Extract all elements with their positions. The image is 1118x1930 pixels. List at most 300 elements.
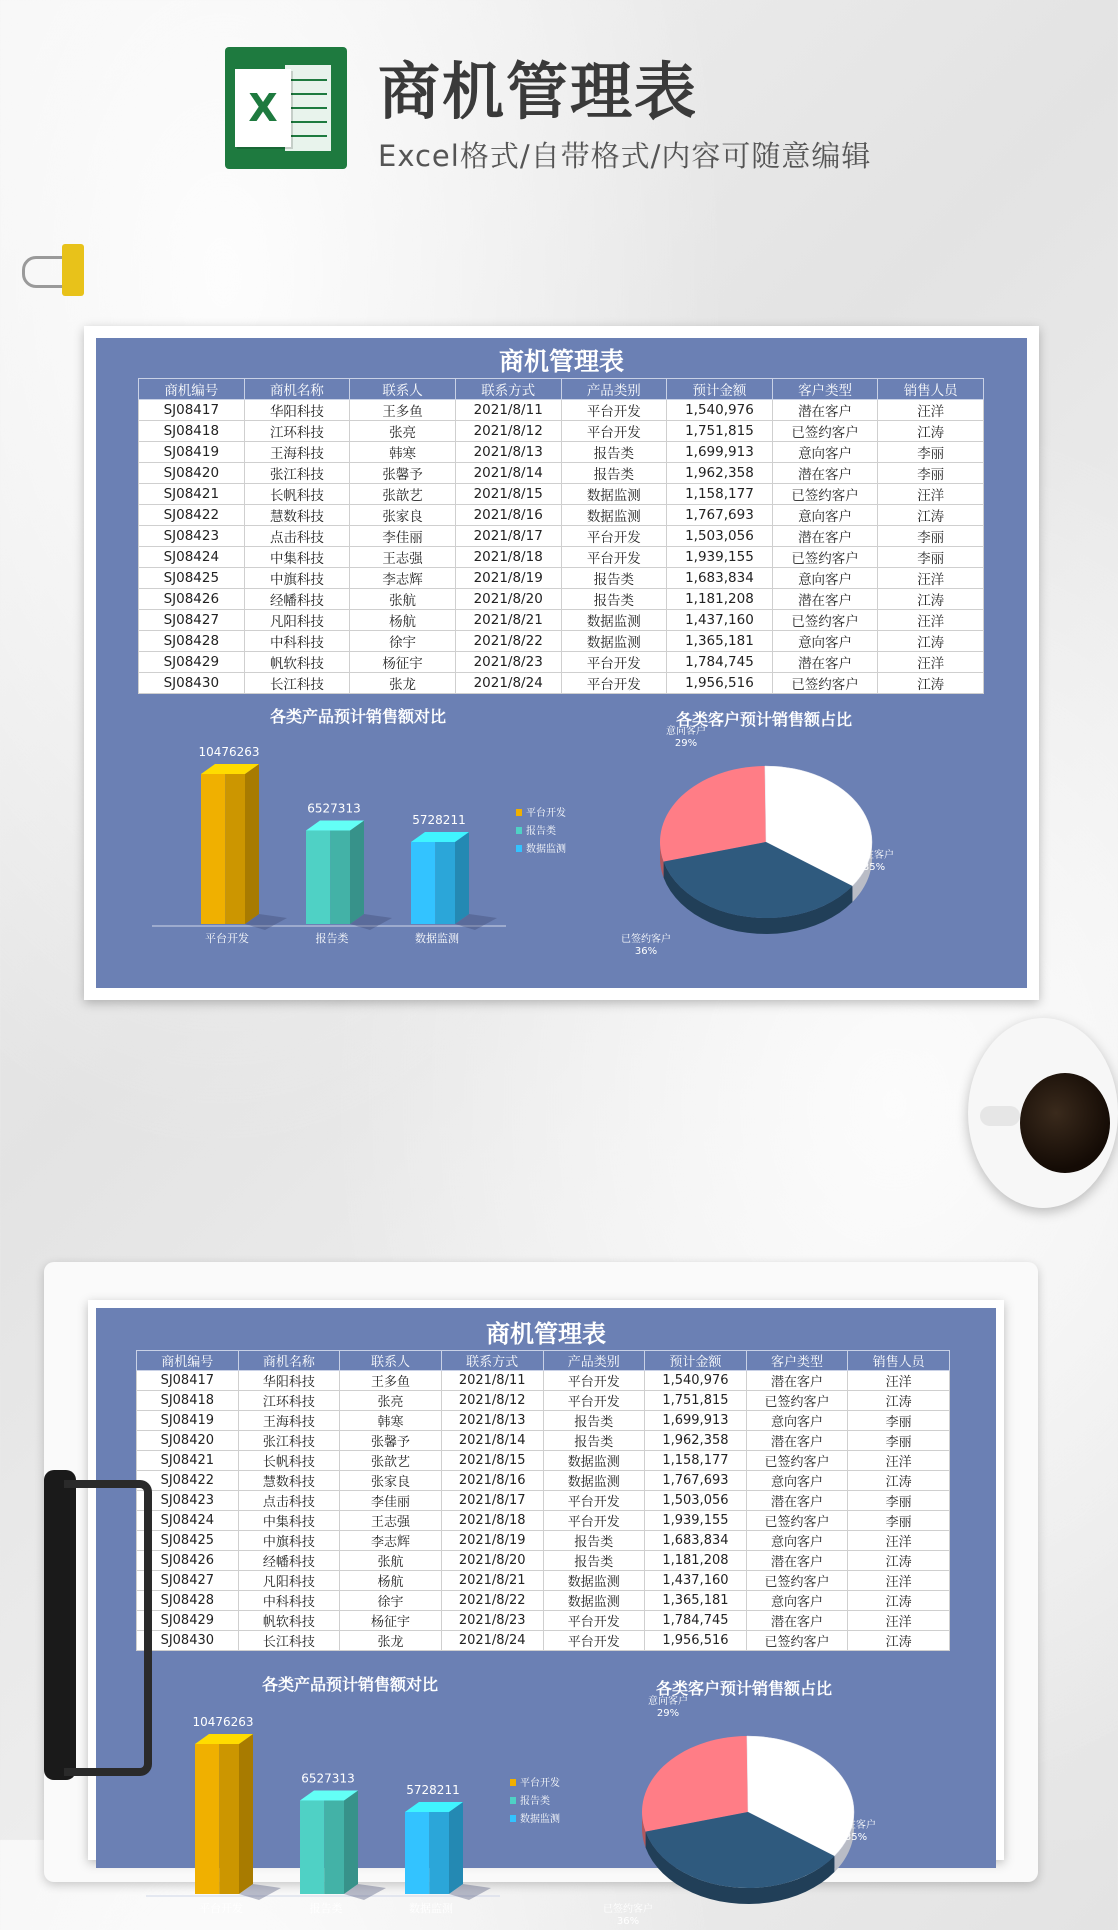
table-cell[interactable]: 平台开发 [543, 1611, 645, 1631]
table-cell[interactable]: SJ08428 [137, 1591, 239, 1611]
table-cell[interactable]: 已签约客户 [772, 547, 878, 568]
table-cell[interactable]: SJ08426 [139, 589, 245, 610]
table-cell[interactable]: SJ08420 [139, 463, 245, 484]
table-cell[interactable]: 2021/8/12 [455, 421, 561, 442]
table-cell[interactable]: 汪洋 [878, 484, 984, 505]
table-cell[interactable]: 2021/8/12 [441, 1391, 543, 1411]
table-cell[interactable]: 1,699,913 [645, 1411, 747, 1431]
table-cell[interactable]: 1,683,834 [645, 1531, 747, 1551]
column-header: 联系方式 [455, 379, 561, 400]
table-cell[interactable]: 1,939,155 [645, 1511, 747, 1531]
sheet-panel-top [96, 338, 1027, 988]
column-header: 商机编号 [137, 1351, 239, 1371]
table-cell[interactable]: 平台开发 [543, 1391, 645, 1411]
table-cell[interactable]: 意向客户 [772, 505, 878, 526]
table-cell[interactable]: 韩寒 [350, 442, 456, 463]
table-cell[interactable]: 2021/8/15 [441, 1451, 543, 1471]
table-cell[interactable]: 王海科技 [238, 1411, 340, 1431]
table-cell[interactable]: SJ08426 [137, 1551, 239, 1571]
table-cell[interactable]: 1,540,976 [667, 400, 773, 421]
table-cell[interactable]: 汪洋 [848, 1611, 950, 1631]
table-cell[interactable]: 2021/8/20 [441, 1551, 543, 1571]
table-cell[interactable]: 2021/8/13 [455, 442, 561, 463]
table-cell[interactable]: 江环科技 [238, 1391, 340, 1411]
table-cell[interactable]: 李丽 [878, 526, 984, 547]
table-cell[interactable]: 汪洋 [848, 1451, 950, 1471]
bar-category-label: 数据监测 [409, 1902, 453, 1915]
table-cell[interactable]: 2021/8/17 [441, 1491, 543, 1511]
sheet-preview-top [84, 326, 1039, 1000]
pie-percent-label: 29% [674, 738, 698, 749]
table-cell[interactable]: 2021/8/22 [455, 631, 561, 652]
table-cell[interactable]: SJ08430 [139, 673, 245, 694]
table-cell[interactable]: SJ08418 [139, 421, 245, 442]
table-row [137, 1371, 950, 1391]
table-cell[interactable]: 张江科技 [238, 1431, 340, 1451]
table-cell[interactable]: 潜在客户 [746, 1611, 848, 1631]
table-cell[interactable]: 平台开发 [561, 547, 667, 568]
table-cell[interactable]: 慧数科技 [244, 505, 350, 526]
table-cell[interactable]: 江涛 [848, 1591, 950, 1611]
table-cell[interactable]: 数据监测 [543, 1571, 645, 1591]
table-cell[interactable]: SJ08420 [137, 1431, 239, 1451]
table-cell[interactable]: 2021/8/23 [455, 652, 561, 673]
bar-front-right [330, 831, 350, 924]
table-cell[interactable]: 已签约客户 [746, 1511, 848, 1531]
bar-category-label: 报告类 [309, 1902, 343, 1915]
table-cell[interactable]: 平台开发 [543, 1491, 645, 1511]
table-cell[interactable]: SJ08421 [137, 1451, 239, 1471]
table-cell[interactable]: 2021/8/13 [441, 1411, 543, 1431]
table-cell[interactable]: SJ08429 [137, 1611, 239, 1631]
table-cell[interactable]: 2021/8/11 [441, 1371, 543, 1391]
table-cell[interactable]: 2021/8/20 [455, 589, 561, 610]
table-cell[interactable]: 2021/8/24 [455, 673, 561, 694]
legend-swatch [510, 1815, 516, 1822]
table-header-row [137, 1351, 950, 1371]
table-cell[interactable]: 张亮 [340, 1391, 442, 1411]
pie-percent-label: 35% [844, 1832, 868, 1843]
table-cell[interactable]: 潜在客户 [746, 1371, 848, 1391]
table-cell[interactable]: SJ08427 [139, 610, 245, 631]
table-cell[interactable]: 1,962,358 [667, 463, 773, 484]
table-cell[interactable]: 中集科技 [238, 1511, 340, 1531]
table-row [139, 610, 984, 631]
table-cell[interactable]: 李佳丽 [350, 526, 456, 547]
table-cell[interactable]: 平台开发 [561, 652, 667, 673]
bar-category-label: 数据监测 [415, 932, 459, 945]
table-cell[interactable]: 数据监测 [561, 505, 667, 526]
table-cell[interactable]: 2021/8/16 [441, 1471, 543, 1491]
page-title: 商机管理表 [378, 55, 699, 128]
table-cell[interactable]: 李佳丽 [340, 1491, 442, 1511]
table-cell[interactable]: 帆软科技 [244, 652, 350, 673]
table-cell[interactable]: 长江科技 [238, 1631, 340, 1651]
table-cell[interactable]: 张航 [340, 1551, 442, 1571]
table-cell[interactable]: 中集科技 [244, 547, 350, 568]
table-row [137, 1631, 950, 1651]
opportunity-table-top [138, 378, 984, 694]
table-cell[interactable]: 徐宇 [340, 1591, 442, 1611]
bar-chart-top [146, 734, 566, 958]
table-cell[interactable]: 李丽 [878, 463, 984, 484]
table-cell[interactable]: SJ08422 [139, 505, 245, 526]
excel-x-letter: X [235, 69, 291, 147]
table-cell[interactable]: 数据监测 [543, 1591, 645, 1611]
table-cell[interactable]: 汪洋 [878, 400, 984, 421]
table-cell[interactable]: SJ08428 [139, 631, 245, 652]
legend-label: 数据监测 [520, 1814, 560, 1825]
table-cell[interactable]: SJ08425 [137, 1531, 239, 1551]
table-cell[interactable]: 平台开发 [561, 526, 667, 547]
bar-chart-bottom [140, 1704, 560, 1928]
table-cell[interactable]: 数据监测 [543, 1451, 645, 1471]
table-cell[interactable]: 1,158,177 [645, 1451, 747, 1471]
table-cell[interactable]: 李丽 [878, 442, 984, 463]
table-cell[interactable]: SJ08429 [139, 652, 245, 673]
table-cell[interactable]: 潜在客户 [772, 463, 878, 484]
table-cell[interactable]: 2021/8/21 [441, 1571, 543, 1591]
column-header: 联系方式 [441, 1351, 543, 1371]
table-cell[interactable]: 已签约客户 [746, 1631, 848, 1651]
legend-swatch [510, 1797, 516, 1804]
table-cell[interactable]: 意向客户 [772, 442, 878, 463]
bar-value-label: 5728211 [412, 812, 466, 827]
table-cell[interactable]: SJ08417 [139, 400, 245, 421]
legend-swatch [516, 809, 522, 816]
table-row [137, 1511, 950, 1531]
table-row [139, 631, 984, 652]
table-cell[interactable]: 王海科技 [244, 442, 350, 463]
excel-logo-icon [225, 47, 347, 169]
table-cell[interactable]: SJ08424 [139, 547, 245, 568]
table-row [137, 1591, 950, 1611]
table-cell[interactable]: 中旗科技 [244, 568, 350, 589]
table-cell[interactable]: 点击科技 [238, 1491, 340, 1511]
table-cell[interactable]: 王多鱼 [340, 1371, 442, 1391]
table-row [137, 1551, 950, 1571]
table-cell[interactable]: 王多鱼 [350, 400, 456, 421]
page-subtitle: Excel格式/自带格式/内容可随意编辑 [378, 139, 872, 173]
pie-chart-title-bottom: 各类客户预计销售额占比 [656, 1679, 833, 1698]
table-cell[interactable]: 1,767,693 [667, 505, 773, 526]
bar-front-right [225, 774, 245, 924]
column-header: 销售人员 [878, 379, 984, 400]
table-cell[interactable]: SJ08419 [139, 442, 245, 463]
table-cell[interactable]: 报告类 [543, 1551, 645, 1571]
clipboard-clamp-icon [44, 1470, 150, 1780]
table-cell[interactable]: 意向客户 [746, 1591, 848, 1611]
table-cell[interactable]: 潜在客户 [772, 526, 878, 547]
table-row [139, 505, 984, 526]
table-cell[interactable]: 1,503,056 [645, 1491, 747, 1511]
table-cell[interactable]: 报告类 [543, 1431, 645, 1451]
table-cell[interactable]: 1,683,834 [667, 568, 773, 589]
column-header: 预计金额 [645, 1351, 747, 1371]
table-cell[interactable]: SJ08427 [137, 1571, 239, 1591]
opportunity-table-bottom [136, 1350, 950, 1651]
table-cell[interactable]: 已签约客户 [772, 484, 878, 505]
table-cell[interactable]: 汪洋 [878, 568, 984, 589]
bar-front-right [435, 842, 455, 924]
table-cell[interactable]: SJ08422 [137, 1471, 239, 1491]
table-cell[interactable]: 汪洋 [878, 652, 984, 673]
table-cell[interactable]: 潜在客户 [772, 652, 878, 673]
table-cell[interactable]: 数据监测 [561, 610, 667, 631]
table-cell[interactable]: 韩寒 [340, 1411, 442, 1431]
table-cell[interactable]: 1,181,208 [667, 589, 773, 610]
table-cell[interactable]: 王志强 [340, 1511, 442, 1531]
table-cell[interactable]: 李丽 [848, 1511, 950, 1531]
table-row [137, 1451, 950, 1471]
table-cell[interactable]: 张亮 [350, 421, 456, 442]
bar-value-label: 5728211 [406, 1782, 460, 1797]
table-cell[interactable]: 张歆艺 [350, 484, 456, 505]
legend-label: 平台开发 [520, 1778, 560, 1789]
sheet-title-bottom: 商机管理表 [486, 1320, 606, 1348]
bar-value-label: 6527313 [307, 801, 361, 816]
table-cell[interactable]: 1,503,056 [667, 526, 773, 547]
table-cell[interactable]: 1,784,745 [645, 1611, 747, 1631]
table-cell[interactable]: 江涛 [878, 673, 984, 694]
table-cell[interactable]: 王志强 [350, 547, 456, 568]
table-cell[interactable]: 江涛 [848, 1631, 950, 1651]
table-cell[interactable]: 1,962,358 [645, 1431, 747, 1451]
table-cell[interactable]: 2021/8/21 [455, 610, 561, 631]
table-cell[interactable]: SJ08421 [139, 484, 245, 505]
table-cell[interactable]: 潜在客户 [746, 1431, 848, 1451]
table-cell[interactable]: 汪洋 [848, 1571, 950, 1591]
table-cell[interactable]: 1,365,181 [645, 1591, 747, 1611]
column-header: 产品类别 [543, 1351, 645, 1371]
table-row [139, 568, 984, 589]
table-cell[interactable]: SJ08430 [137, 1631, 239, 1651]
table-cell[interactable]: 意向客户 [772, 631, 878, 652]
table-cell[interactable]: 意向客户 [746, 1411, 848, 1431]
bar-front-left [405, 1812, 429, 1894]
table-cell[interactable]: 1,751,815 [667, 421, 773, 442]
table-cell[interactable]: 汪洋 [848, 1531, 950, 1551]
table-cell[interactable]: SJ08423 [137, 1491, 239, 1511]
table-cell[interactable]: 2021/8/14 [441, 1431, 543, 1451]
table-cell[interactable]: 报告类 [543, 1411, 645, 1431]
table-cell[interactable]: 意向客户 [746, 1531, 848, 1551]
table-cell[interactable]: 1,784,745 [667, 652, 773, 673]
bar-front-left [300, 1801, 324, 1894]
table-cell[interactable]: 凡阳科技 [244, 610, 350, 631]
table-cell[interactable]: 2021/8/15 [455, 484, 561, 505]
table-row [139, 421, 984, 442]
table-cell[interactable]: 已签约客户 [772, 673, 878, 694]
table-cell[interactable]: 1,540,976 [645, 1371, 747, 1391]
table-cell[interactable]: 平台开发 [561, 400, 667, 421]
table-cell[interactable]: SJ08423 [139, 526, 245, 547]
table-cell[interactable]: 已签约客户 [746, 1451, 848, 1471]
table-cell[interactable]: 数据监测 [561, 484, 667, 505]
pie-chart-top [621, 726, 986, 960]
table-cell[interactable]: 平台开发 [543, 1371, 645, 1391]
table-row [137, 1431, 950, 1451]
table-cell[interactable]: 张龙 [340, 1631, 442, 1651]
table-cell[interactable]: 1,956,516 [645, 1631, 747, 1651]
table-cell[interactable]: 汪洋 [848, 1371, 950, 1391]
table-cell[interactable]: 李丽 [848, 1491, 950, 1511]
bar-side [245, 764, 259, 924]
bar-value-label: 10476263 [192, 1715, 254, 1729]
table-cell[interactable]: 潜在客户 [746, 1491, 848, 1511]
table-cell[interactable]: 杨征宇 [340, 1611, 442, 1631]
table-cell[interactable]: SJ08424 [137, 1511, 239, 1531]
table-cell[interactable]: 张航 [350, 589, 456, 610]
table-cell[interactable]: 张龙 [350, 673, 456, 694]
table-cell[interactable]: 点击科技 [244, 526, 350, 547]
table-row [139, 589, 984, 610]
table-cell[interactable]: 2021/8/11 [455, 400, 561, 421]
column-header: 预计金额 [667, 379, 773, 400]
bar-side [449, 1802, 463, 1894]
table-cell[interactable]: 徐宇 [350, 631, 456, 652]
table-cell[interactable]: 平台开发 [543, 1511, 645, 1531]
table-cell[interactable]: 李丽 [878, 547, 984, 568]
table-cell[interactable]: 报告类 [561, 442, 667, 463]
table-cell[interactable]: 1,939,155 [667, 547, 773, 568]
table-cell[interactable]: 杨航 [340, 1571, 442, 1591]
table-cell[interactable]: 张馨予 [350, 463, 456, 484]
pie-category-label: 意向客户 [648, 1696, 688, 1707]
table-cell[interactable]: 2021/8/16 [455, 505, 561, 526]
table-cell[interactable]: 已签约客户 [746, 1571, 848, 1591]
table-cell[interactable]: 长帆科技 [244, 484, 350, 505]
table-cell[interactable]: 江涛 [848, 1391, 950, 1411]
table-cell[interactable]: 长帆科技 [238, 1451, 340, 1471]
table-row [139, 547, 984, 568]
table-cell[interactable]: 报告类 [543, 1531, 645, 1551]
bar-chart-title-bottom: 各类产品预计销售额对比 [262, 1675, 439, 1694]
table-cell[interactable]: 李丽 [848, 1431, 950, 1451]
pie-category-label: 已签约客户 [603, 1904, 653, 1915]
table-cell[interactable]: 2021/8/14 [455, 463, 561, 484]
table-cell[interactable]: 2021/8/18 [441, 1511, 543, 1531]
bar-front-right [429, 1812, 449, 1894]
table-cell[interactable]: 潜在客户 [772, 589, 878, 610]
table-cell[interactable]: 李志辉 [350, 568, 456, 589]
table-cell[interactable]: 报告类 [561, 463, 667, 484]
table-cell[interactable]: 1,181,208 [645, 1551, 747, 1571]
table-cell[interactable]: 平台开发 [543, 1631, 645, 1651]
table-cell[interactable]: 凡阳科技 [238, 1571, 340, 1591]
bar-category-label: 平台开发 [199, 1902, 243, 1915]
legend-swatch [516, 827, 522, 834]
table-cell[interactable]: 张家良 [350, 505, 456, 526]
table-cell[interactable]: SJ08418 [137, 1391, 239, 1411]
legend-label: 数据监测 [526, 844, 566, 855]
table-cell[interactable]: 平台开发 [561, 673, 667, 694]
legend-label: 报告类 [520, 1796, 550, 1807]
table-cell[interactable]: 平台开发 [561, 421, 667, 442]
table-cell[interactable]: 2021/8/17 [455, 526, 561, 547]
table-cell[interactable]: 张馨予 [340, 1431, 442, 1451]
table-cell[interactable]: 杨航 [350, 610, 456, 631]
table-cell[interactable]: 1,365,181 [667, 631, 773, 652]
table-cell[interactable]: 慧数科技 [238, 1471, 340, 1491]
table-cell[interactable]: 意向客户 [772, 568, 878, 589]
table-cell[interactable]: 1,437,160 [667, 610, 773, 631]
table-cell[interactable]: 张歆艺 [340, 1451, 442, 1471]
sheet-panel-bottom [96, 1308, 996, 1927]
bar-front-left [201, 774, 225, 924]
table-cell[interactable]: 汪洋 [878, 610, 984, 631]
column-header: 销售人员 [848, 1351, 950, 1371]
table-cell[interactable]: 江涛 [878, 421, 984, 442]
table-cell[interactable]: SJ08417 [137, 1371, 239, 1391]
table-cell[interactable]: 江涛 [878, 631, 984, 652]
table-cell[interactable]: 中科科技 [244, 631, 350, 652]
table-cell[interactable]: 2021/8/19 [441, 1531, 543, 1551]
table-row [139, 652, 984, 673]
table-cell[interactable]: 潜在客户 [772, 400, 878, 421]
table-cell[interactable]: 经幡科技 [238, 1551, 340, 1571]
table-cell[interactable]: 意向客户 [746, 1471, 848, 1491]
table-cell[interactable]: 潜在客户 [746, 1551, 848, 1571]
table-cell[interactable]: 李志辉 [340, 1531, 442, 1551]
bar-side [350, 821, 364, 924]
column-header: 联系人 [350, 379, 456, 400]
table-cell[interactable]: 1,767,693 [645, 1471, 747, 1491]
table-cell[interactable]: 长江科技 [244, 673, 350, 694]
bar-category-label: 平台开发 [205, 932, 249, 945]
table-cell[interactable]: 张江科技 [244, 463, 350, 484]
table-cell[interactable]: 李丽 [848, 1411, 950, 1431]
table-cell[interactable]: 报告类 [561, 589, 667, 610]
table-cell[interactable]: 1,699,913 [667, 442, 773, 463]
table-cell[interactable]: 2021/8/22 [441, 1591, 543, 1611]
table-cell[interactable]: 已签约客户 [746, 1391, 848, 1411]
table-cell[interactable]: 华阳科技 [244, 400, 350, 421]
table-cell[interactable]: 数据监测 [561, 631, 667, 652]
table-cell[interactable]: 2021/8/19 [455, 568, 561, 589]
table-cell[interactable]: 帆软科技 [238, 1611, 340, 1631]
table-cell[interactable]: 华阳科技 [238, 1371, 340, 1391]
table-cell[interactable]: 中旗科技 [238, 1531, 340, 1551]
table-cell[interactable]: 2021/8/18 [455, 547, 561, 568]
table-cell[interactable]: 已签约客户 [772, 421, 878, 442]
table-cell[interactable]: 江涛 [878, 589, 984, 610]
table-cell[interactable]: 江环科技 [244, 421, 350, 442]
bar-front-right [219, 1744, 239, 1894]
table-cell[interactable]: 1,751,815 [645, 1391, 747, 1411]
table-cell[interactable]: 1,158,177 [667, 484, 773, 505]
table-cell[interactable]: 数据监测 [543, 1471, 645, 1491]
table-cell[interactable]: 中科科技 [238, 1591, 340, 1611]
table-row [139, 484, 984, 505]
table-cell[interactable]: 1,956,516 [667, 673, 773, 694]
table-cell[interactable]: 江涛 [878, 505, 984, 526]
table-row [139, 463, 984, 484]
table-cell[interactable]: 张家良 [340, 1471, 442, 1491]
table-cell[interactable]: 1,437,160 [645, 1571, 747, 1591]
bar-chart-title-top: 各类产品预计销售额对比 [270, 707, 447, 726]
table-cell[interactable]: 江涛 [848, 1471, 950, 1491]
table-cell[interactable]: 经幡科技 [244, 589, 350, 610]
table-cell[interactable]: SJ08419 [137, 1411, 239, 1431]
table-cell[interactable]: 杨征宇 [350, 652, 456, 673]
table-cell[interactable]: 2021/8/23 [441, 1611, 543, 1631]
table-cell[interactable]: 2021/8/24 [441, 1631, 543, 1651]
table-cell[interactable]: 江涛 [848, 1551, 950, 1571]
table-cell[interactable]: 报告类 [561, 568, 667, 589]
table-cell[interactable]: SJ08425 [139, 568, 245, 589]
table-cell[interactable]: 已签约客户 [772, 610, 878, 631]
